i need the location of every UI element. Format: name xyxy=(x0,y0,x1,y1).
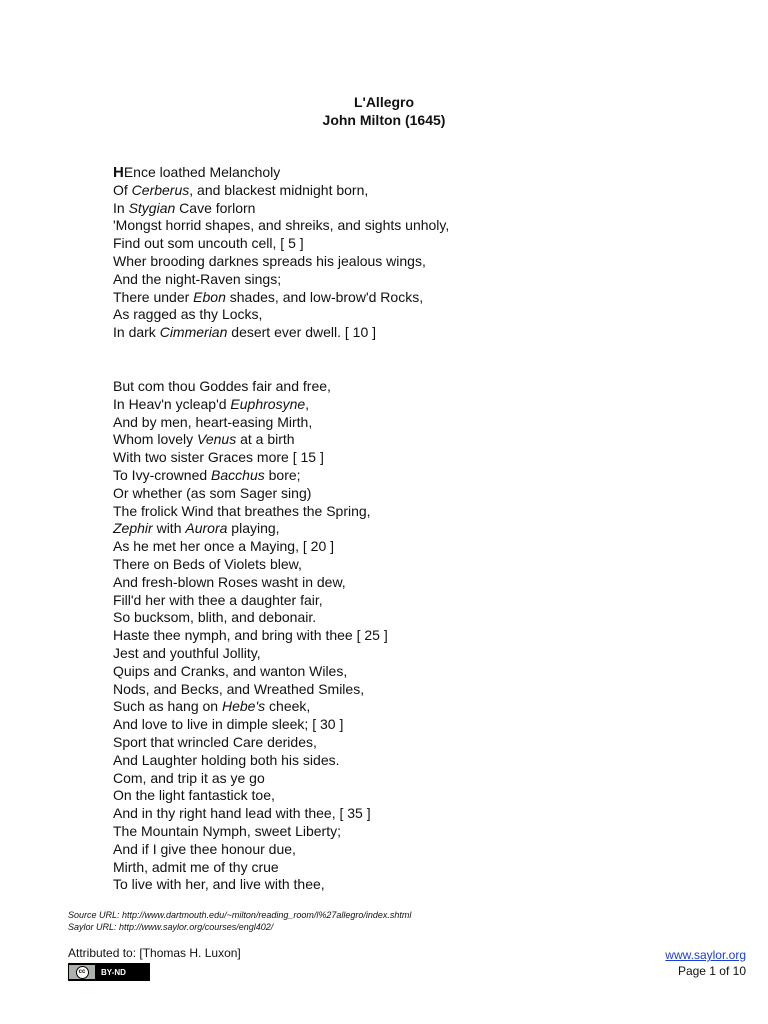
poem-line xyxy=(113,787,388,805)
line-text: And the night-Raven sings; xyxy=(113,270,282,287)
line-text: Jest and youthful Jollity, xyxy=(113,644,261,661)
line-text: Find out som uncouth cell, [ 5 ] xyxy=(113,235,304,252)
line-text: With two sister Graces more [ 15 ] xyxy=(113,449,324,466)
poem-line xyxy=(113,217,449,235)
italic-word: Cimmerian xyxy=(159,324,228,341)
line-text: 'Mongst horrid shapes, and shreiks, and sights unholy, xyxy=(113,217,450,234)
line-text: But com thou Goddes fair and free, xyxy=(113,378,331,394)
line-text: Ence loathed Melancholy xyxy=(123,164,281,180)
poem-line xyxy=(113,645,388,663)
author-line: John Milton (1645) xyxy=(322,112,446,128)
line-text: Quips and Cranks, and wanton Wiles, xyxy=(113,662,348,679)
line-text: The Mountain Nymph, sweet Liberty; xyxy=(113,822,341,839)
poem-title: L'Allegro xyxy=(353,94,415,110)
poem-line xyxy=(113,592,388,610)
italic-word: Ebon xyxy=(193,288,226,305)
italic-word: Zephir xyxy=(113,520,153,537)
poem-line xyxy=(113,752,388,770)
italic-word: Cerberus xyxy=(131,181,190,198)
italic-word: Euphrosyne xyxy=(230,395,306,412)
poem-line xyxy=(113,734,388,752)
line-text: To Ivy-crowned xyxy=(113,466,212,483)
poem-line xyxy=(113,503,388,521)
line-text: To live with her, and live with thee, xyxy=(113,876,325,893)
line-text: In xyxy=(113,199,129,216)
line-text: Nods, and Becks, and Wreathed Smiles, xyxy=(113,680,365,697)
poem-line xyxy=(113,467,388,485)
poem-line xyxy=(113,414,388,432)
cc-mark: cc xyxy=(76,966,89,979)
poem-line xyxy=(113,627,388,645)
poem-line xyxy=(113,431,388,449)
line-text: Mirth, admit me of thy crue xyxy=(113,858,279,875)
poem-line xyxy=(113,681,388,699)
line-text: There under xyxy=(113,288,194,305)
poem-line xyxy=(113,253,449,271)
poem-line xyxy=(113,182,449,200)
attribution: Attributed to: [Thomas H. Luxon] xyxy=(68,946,241,960)
line-text: bore; xyxy=(264,466,301,483)
line-text: Whom lovely xyxy=(113,431,198,448)
line-text: Or whether (as som Sager sing) xyxy=(113,484,312,501)
page-number: Page 1 of 10 xyxy=(677,964,746,978)
line-text: shades, and low-brow'd Rocks, xyxy=(225,288,424,305)
line-text: Of xyxy=(113,181,132,198)
line-text: Haste thee nymph, and bring with thee [ 25 ] xyxy=(113,627,388,644)
line-text: cheek, xyxy=(265,698,311,715)
poem-line xyxy=(113,805,388,823)
line-text: As ragged as thy Locks, xyxy=(113,306,263,323)
line-text: And love to live in dimple sleek; [ 30 ] xyxy=(113,716,344,733)
poem-line xyxy=(113,306,449,324)
line-text: , and blackest midnight born, xyxy=(189,181,369,198)
poem-line xyxy=(113,556,388,574)
line-text: , xyxy=(305,395,310,412)
poem-line xyxy=(113,289,449,307)
italic-word: Bacchus xyxy=(211,466,265,483)
line-text: Fill'd her with thee a daughter fair, xyxy=(113,591,323,608)
footer-urls xyxy=(68,909,411,933)
line-text: with xyxy=(152,520,186,537)
poem-line xyxy=(113,609,388,627)
poem-line xyxy=(113,716,388,734)
drop-letter: H xyxy=(113,164,124,181)
poem-line xyxy=(113,876,388,894)
poem-line xyxy=(113,574,388,592)
poem-line xyxy=(113,396,388,414)
cc-license-badge[interactable] xyxy=(68,963,150,981)
line-text: Com, and trip it as ye go xyxy=(113,769,265,786)
line-text: There on Beds of Violets blew, xyxy=(113,555,302,572)
stanza-1 xyxy=(113,164,449,342)
line-text: playing, xyxy=(227,520,280,537)
italic-word: Aurora xyxy=(185,520,228,537)
title-block xyxy=(0,93,768,129)
poem-line xyxy=(113,164,449,182)
line-text: at a birth xyxy=(236,431,295,448)
poem-line xyxy=(113,235,449,253)
stanza-2 xyxy=(113,378,388,894)
line-text: So bucksom, blith, and debonair. xyxy=(113,609,317,626)
poem-line xyxy=(113,449,388,467)
poem-line xyxy=(113,770,388,788)
source-url: Source URL: http://www.dartmouth.edu/~milton/reading_room/l%27allegro/index.shtml xyxy=(68,910,412,920)
poem-line xyxy=(113,520,388,538)
poem-line xyxy=(113,841,388,859)
italic-word: Hebe's xyxy=(221,698,266,715)
poem-line xyxy=(113,698,388,716)
poem-line xyxy=(113,200,449,218)
line-text: On the light fantastick toe, xyxy=(113,787,275,804)
poem-line xyxy=(113,485,388,503)
line-text: In dark xyxy=(113,324,160,341)
line-text: Wher brooding darknes spreads his jealous wings, xyxy=(113,252,426,269)
line-text: Such as hang on xyxy=(113,698,222,715)
line-text: And Laughter holding both his sides. xyxy=(113,751,340,768)
line-text: In Heav'n ycleap'd xyxy=(113,395,231,412)
line-text: And fresh-blown Roses washt in dew, xyxy=(113,573,346,590)
poem-line xyxy=(113,378,388,396)
line-text: The frolick Wind that breathes the Spring, xyxy=(113,502,371,519)
line-text: As he met her once a Maying, [ 20 ] xyxy=(113,538,335,555)
italic-word: Venus xyxy=(197,431,237,448)
line-text: And in thy right hand lead with thee, [ 35 ] xyxy=(113,805,371,822)
italic-word: Stygian xyxy=(128,199,176,216)
poem-line xyxy=(113,324,449,342)
line-text: Cave forlorn xyxy=(175,199,256,216)
cc-icon xyxy=(69,965,95,979)
poem-line xyxy=(113,823,388,841)
line-text: And if I give thee honour due, xyxy=(113,840,296,857)
cc-license-label: BY-ND xyxy=(101,967,126,977)
line-text: desert ever dwell. [ 10 ] xyxy=(227,324,377,341)
saylor-link[interactable]: www.saylor.org xyxy=(665,948,746,962)
poem-line xyxy=(113,859,388,877)
poem-line xyxy=(113,663,388,681)
line-text: Sport that wrincled Care derides, xyxy=(113,733,317,750)
line-text: And by men, heart-easing Mirth, xyxy=(113,413,313,430)
saylor-url: Saylor URL: http://www.saylor.org/courses/engl402/ xyxy=(68,922,274,932)
poem-line xyxy=(113,271,449,289)
poem-line xyxy=(113,538,388,556)
